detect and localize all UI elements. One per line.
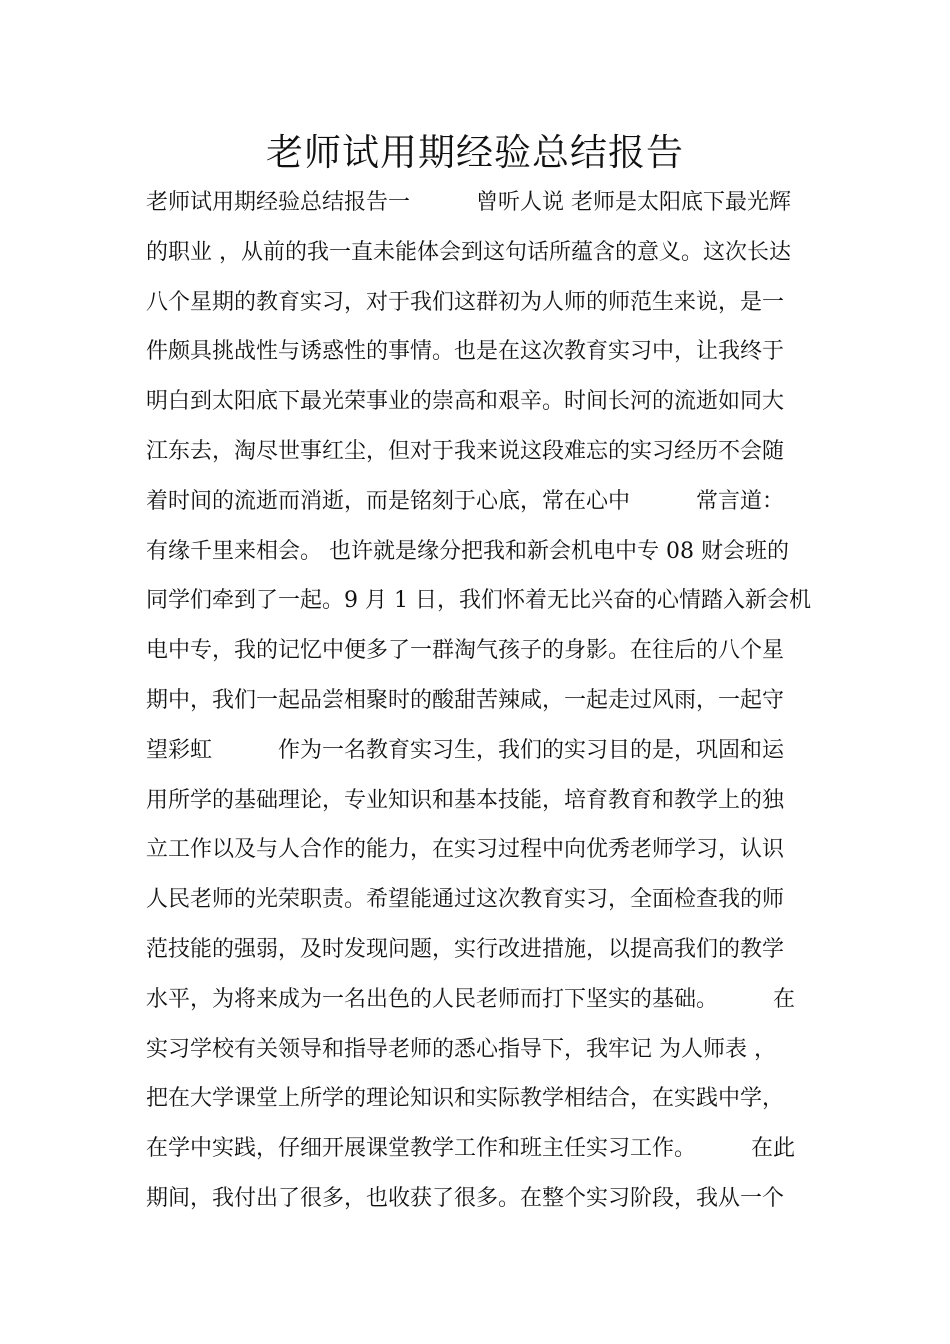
body-line: 着时间的流逝而消逝，而是铭刻于心底，常在心中 常言道： bbox=[146, 488, 785, 514]
body-line: 用所学的基础理论，专业知识和基本技能，培育教育和教学上的独 bbox=[146, 787, 785, 813]
body-line: 人民老师的光荣职责。希望能通过这次教育实习，全面检查我的师 bbox=[146, 887, 785, 913]
body-line: 期间，我付出了很多，也收获了很多。在整个实习阶段，我从一个 bbox=[146, 1185, 785, 1211]
body-line: 期中，我们一起品尝相聚时的酸甜苦辣咸，一起走过风雨，一起守 bbox=[146, 687, 785, 713]
body-line: 范技能的强弱，及时发现问题，实行改进措施，以提高我们的教学 bbox=[146, 936, 785, 962]
body-line: 把在大学课堂上所学的理论知识和实际教学相结合，在实践中学， bbox=[146, 1086, 785, 1112]
body-line: 老师试用期经验总结报告一 曾听人说 老师是太阳底下最光辉 bbox=[146, 190, 791, 215]
body-line: 有缘千里来相会。 也许就是缘分把我和新会机电中专 08 财会班的 bbox=[146, 538, 789, 564]
body-line: 电中专，我的记忆中便多了一群淘气孩子的身影。在往后的八个星 bbox=[146, 638, 785, 664]
body-line: 江东去，淘尽世事红尘，但对于我来说这段难忘的实习经历不会随 bbox=[146, 438, 785, 464]
body-line: 八个星期的教育实习，对于我们这群初为人师的师范生来说，是一 bbox=[146, 289, 785, 315]
body-line: 水平，为将来成为一名出色的人民老师而打下坚实的基础。 在 bbox=[146, 986, 796, 1012]
body-line: 在学中实践，仔细开展课堂教学工作和班主任实习工作。 在此 bbox=[146, 1136, 796, 1162]
body-line: 明白到太阳底下最光荣事业的崇高和艰辛。时间长河的流逝如同大 bbox=[146, 389, 785, 415]
body-line: 件颇具挑战性与诱惑性的事情。也是在这次教育实习中，让我终于 bbox=[146, 339, 785, 365]
body-line: 实习学校有关领导和指导老师的悉心指导下，我牢记 为人师表 ， bbox=[146, 1036, 776, 1062]
body-line: 同学们牵到了一起。9 月 1 日，我们怀着无比兴奋的心情踏入新会机 bbox=[146, 588, 811, 614]
body-line: 的职业 ，从前的我一直未能体会到这句话所蕴含的意义。这次长达 bbox=[146, 239, 791, 265]
document-title: 老师试用期经验总结报告 bbox=[266, 131, 684, 174]
document-body bbox=[146, 178, 826, 1224]
body-line: 望彩虹 作为一名教育实习生，我们的实习目的是，巩固和运 bbox=[146, 737, 785, 763]
body-line: 立工作以及与人合作的能力，在实习过程中向优秀老师学习，认识 bbox=[146, 837, 785, 863]
